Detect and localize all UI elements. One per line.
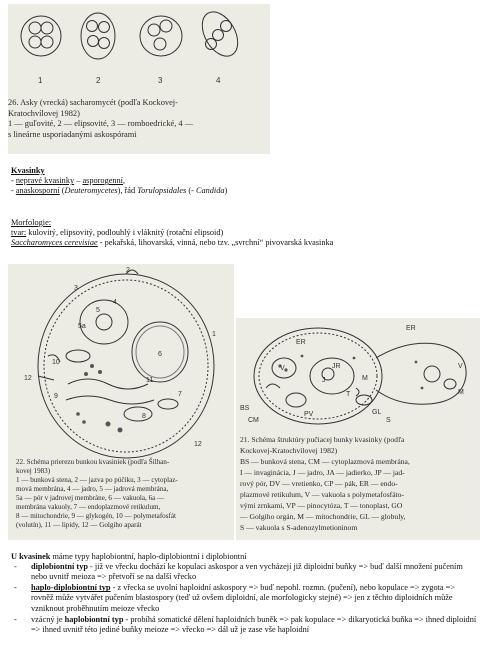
ascus-2: [81, 13, 115, 59]
figure-26-scan: [8, 4, 270, 154]
types-list: [11, 562, 477, 635]
kvasinky-line-2: - anaskosporní (Deuteromycetes), řád Torulopsidales (- Candida): [11, 186, 228, 196]
caption-line: BS — bunková stena, CM — cytoplazmová membrána,: [240, 457, 410, 466]
caption-line: kovej 1983): [16, 467, 51, 475]
cell-label-11: 11: [146, 377, 154, 384]
caption-line: rový pór, DV — vretienko, CP — pák, ER — endo-: [240, 479, 398, 488]
bud-label-bs: BS: [240, 405, 250, 412]
figure-21-caption: [240, 434, 478, 533]
cell-label-12b: 12: [194, 441, 202, 448]
caption-line: Kockovej-Kratochvílovej 1982): [240, 446, 338, 455]
bud-label-m: M: [458, 389, 464, 396]
caption-line: Kratochvílovej 1982): [8, 108, 80, 118]
cell-label-12: 12: [24, 375, 32, 382]
figure-22-scan: [8, 264, 234, 540]
types-intro: U kvasinek máme typy haplobiontní, haplo-diplobiontní i diplobiontní: [11, 552, 247, 561]
type-item-diplobiontni: - diplobiontní typ - již ve vřecku dochází ke kopulaci askospor a ven vycházejí již diploidní buňky => buď další množení pučením nebo uvnitř meioza => přetvoří se na další vřecko: [11, 562, 477, 582]
caption-line: — Golgiho orgán, M — mitochondrie, GL — globuly,: [240, 512, 406, 521]
bud-label-v2: V: [280, 365, 285, 372]
caption-line: 26. Asky (vrecká) sacharomycét (podľa Kockovej-: [8, 98, 178, 107]
bud-label-j: J: [322, 377, 326, 384]
cell-label-7: 7: [178, 391, 182, 398]
ascus-4: [195, 6, 245, 63]
caption-line: plazmové retikulum, V — vakuola s polymetafosfáto-: [240, 490, 405, 499]
cell-label-8: 8: [142, 413, 146, 420]
caption-line: 22. Schéma prierezu bunkou kvasiniek (podľa Šilhan-: [16, 458, 170, 466]
figure-21-scan: [236, 318, 480, 540]
cell-label-2: 2: [126, 267, 130, 274]
ascus-label-4: 4: [216, 76, 221, 85]
life-cycle-types-section: [11, 552, 477, 636]
cell-label-6: 6: [158, 351, 162, 358]
saccharomyces-line: Saccharomyces cerevisiae - pekařská, lihovarská, vinná, nebo tzv. „svrchní“ pivovarská kvasinka: [11, 238, 334, 248]
bud-label-v: V: [458, 363, 463, 370]
cell-label-1: 1: [212, 331, 216, 338]
caption-line: membrána vakuoly, 7 — endoplazmové retikulum,: [16, 503, 161, 511]
figure-22-caption: [16, 458, 230, 530]
caption-line: s lineárne usporiadanými askospórami: [8, 129, 137, 139]
bud-label-t: T: [346, 391, 351, 398]
caption-line: 21. Schéma štruktúry pučiacej bunky kvasinky (podľa: [240, 435, 405, 444]
ascus-label-3: 3: [158, 76, 163, 85]
caption-line: 5a — pór v jadrovej membráne, 6 — vakuola, 6a —: [16, 494, 165, 502]
section-heading: Morfologie:: [11, 218, 52, 227]
figure-26-caption: [8, 98, 266, 140]
caption-line: S — vakuola s S-adenozylmetioninom: [240, 523, 358, 532]
cell-label-3: 3: [74, 285, 78, 292]
cell-label-4: 4: [113, 299, 117, 306]
bud-label-s: S: [386, 417, 391, 424]
ascus-3: [140, 16, 182, 56]
ascus-1: [21, 16, 61, 56]
morfologie-section: [11, 218, 481, 249]
ascus-label-2: 2: [96, 76, 101, 85]
cell-label-10: 10: [52, 359, 60, 366]
caption-line: I — invaginácia, J — jadro, JA — jadierko, JP — jad-: [240, 468, 405, 477]
bud-label-gl: GL: [372, 409, 382, 416]
bud-label-er2: ER: [296, 339, 306, 346]
bud-label-jr: JR: [332, 363, 341, 370]
section-heading: Kvasinky: [11, 166, 45, 175]
bud-label-er: ER: [406, 325, 416, 332]
tvar-line: tvar: kulovitý, elipsovitý, podlouhlý i vláknitý (rotační elipsoid): [11, 228, 224, 238]
caption-line: 8 — mitochondrie, 9 — glykogén, 10 — polymetafosfát: [16, 512, 176, 520]
caption-line: 1 — bunková stena, 2 — jazva po púčiku, 3 — cytoplaz-: [16, 476, 178, 484]
bud-label-cm: CM: [248, 417, 259, 424]
caption-line: vými zrnkami, VP — pinocytóza, T — tonoplast, GO: [240, 501, 403, 510]
bud-label-m2: M: [362, 375, 368, 382]
bud-label-pv: PV: [304, 411, 314, 418]
kvasinky-line-1: - nepravé kvasinky – asporogenní,: [11, 176, 126, 186]
cell-label-5a: 5a: [78, 323, 86, 330]
kvasinky-section: [11, 166, 481, 197]
caption-line: (volutín), 11 — lipidy, 12 — Golgiho aparát: [16, 521, 142, 529]
cell-label-9: 9: [54, 393, 58, 400]
asci-illustration: [8, 4, 270, 86]
budding-cell: [236, 318, 480, 430]
ascus-label-1: 1: [38, 76, 43, 85]
type-item-haplobiontni: - vzácný je haplobiontní typ - probíhá somatické dělení haploidních buněk => pak kopulace => dikaryotická buňka => ihned diploidní => ihned uvnitř této jediné buňky meioze => vřecko => dál už je zase vše haploidní: [11, 615, 477, 635]
cell-label-5: 5: [96, 307, 100, 314]
caption-line: mová membrána, 4 — jadro, 5 — jadrová membrána,: [16, 485, 169, 493]
caption-line: 1 — guľovité, 2 — elipsovité, 3 — romboedrické, 4 —: [8, 119, 194, 128]
cell-cross-section: [8, 264, 234, 464]
type-item-haplo-diplobiontni: - haplo-diplobiontní typ - z vřecka se uvolní haploidní askospory => buď nepohl. rozmn. (pučení), nebo kopulace => zygota => rovněž může vytvářet pučením blastospory (teď už ovšem diploidní, ale morfologicky stejné) => jen z těchto diploidních může vzniknout proběhnutím meioze vřecko: [11, 583, 477, 613]
